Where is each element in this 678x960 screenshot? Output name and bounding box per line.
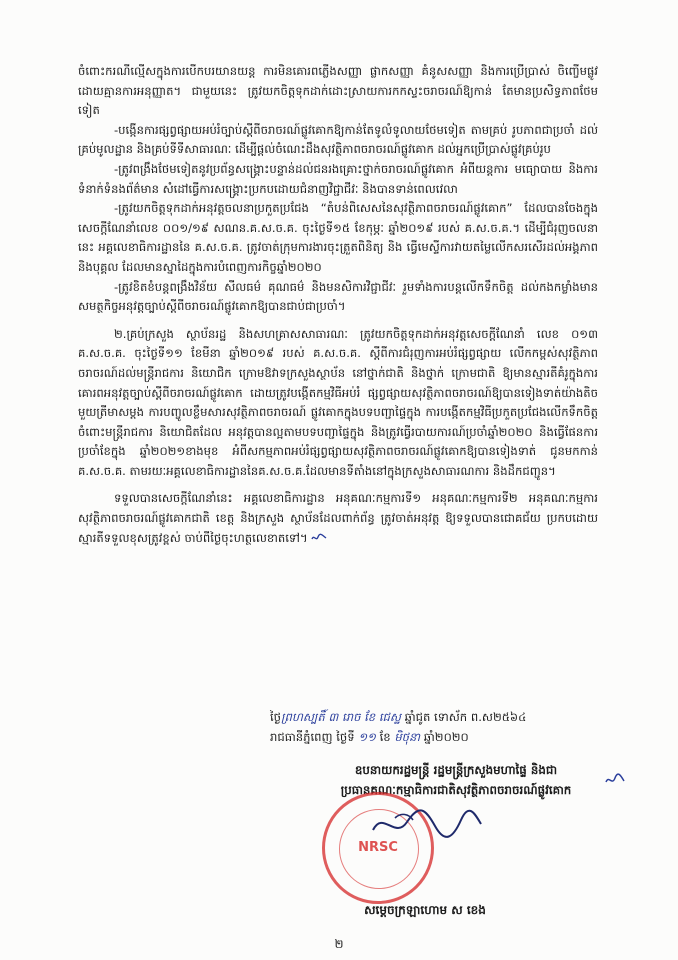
lunar-date-suffix: ឆ្នាំជូត ទោស័ក ព.ស២៥៦៤ <box>404 710 527 724</box>
paragraph-continuation: ចំពោះករណីល្មើសក្នុងការបើកបរយានយន្ត ការមិនគោរពភ្លើងសញ្ញា ផ្លាកសញ្ញា គំនូសសញ្ញា និងការប្រើប្រាស់ ចិញ្ចើមផ្លូវដោយគ្មានការអនុញ្ញាត។ ជាមួយនេះ ត្រូវយកចិត្តទុកដាក់ដោះស្រាយការកកស្ទះចរាចរណ៍ឱ្យកាន់ តែមានប្រសិទ្ធភាពថែមទៀត <box>78 64 598 118</box>
solar-date-prefix: រាជធានីភ្នំពេញ ថ្ងៃទី <box>270 730 355 744</box>
initial-mark-icon <box>311 533 327 543</box>
paragraph-bullet-special-zone: -ត្រូវយកចិត្តទុកដាក់អនុវត្តចលនាប្រកួតប្រជែង “តំបន់ពិសេសនៃសុវត្ថិភាពចរាចរណ៍ផ្លូវគោក” ដែលបានចែងក្នុងសេចក្តីណែនាំលេខ ០០១/១៩ សណន.គ.ស.ច.គ. ចុះថ្ងៃទី១៥ ខែកុម្ភៈ ឆ្នាំ២០១៩ របស់ គ.ស.ច.គ.។ ដើម្បីជំរុញចលនានេះ អគ្គលេខាធិការដ្ឋាននៃ គ.ស.ច.គ. ត្រូវចាត់ក្រុមការងារចុះត្រួតពិនិត្យ និង ធ្វើមេស្ទីការវាយតម្លៃលើកសរសើរដល់អង្គភាព និងបុគ្គល ដែលមានស្នាដៃក្នុងការបំពេញការកិច្ចឆ្នាំ២០២០ <box>78 201 598 274</box>
body-text <box>78 62 598 548</box>
margin-initial-icon <box>604 772 626 788</box>
page-number: ២ <box>334 937 344 951</box>
paragraph-bullet-dissemination: -បង្កើនការផ្សព្វផ្សាយអប់រំច្បាប់ស្តីពីចរាចរណ៍ផ្លូវគោកឱ្យកាន់តែទូលំទូលាយថែមទៀត តាមគ្រប់ រូបភាពជាប្រចាំ ដល់គ្រប់មូលដ្ឋាន និងគ្រប់ទីទីសាធារណៈ ដើម្បីផ្តល់ចំណេះដឹងសុវត្ថិភាពចរាចរណ៍ផ្លូវគោក ដល់អ្នកប្រើប្រាស់ផ្លូវគ្រប់រូប <box>78 122 598 157</box>
solar-date-line <box>270 727 600 747</box>
signer-title <box>286 760 626 800</box>
signer-title-line-1: ឧបនាយករដ្ឋមន្ត្រី រដ្ឋមន្ត្រីក្រសួងមហាផ្ទៃ និងជា <box>354 763 558 777</box>
signer-name: សម្តេចក្រឡាហោម ស ខេង <box>364 903 486 917</box>
paragraph-closing <box>78 489 598 548</box>
paragraph-section-2: ២.គ្រប់ក្រសួង ស្ថាប័នរដ្ឋ និងសហគ្រាសសាធារណៈ ត្រូវយកចិត្តទុកដាក់អនុវត្តសេចក្តីណែនាំ លេខ ០១៣ គ.ស.ច.គ. ចុះថ្ងៃទី១១ ខែមីនា ឆ្នាំ២០១៩ របស់ គ.ស.ច.គ. ស្តីពីការជំរុញការអប់រំផ្សព្វផ្សាយ លើកកម្ពស់សុវត្ថិភាពចរាចរណ៍ដល់មន្ត្រីរាជការ និយោជិក ក្រោមឱវាទក្រសួងស្ថាប័ន នៅថ្នាក់ជាតិ និងថ្នាក់ ក្រោមជាតិ ឱ្យមានស្មារតីគំរូក្នុងការគោរពអនុវត្តច្បាប់ស្តីពីចរាចរណ៍ផ្លូវគោក ដោយត្រូវបង្កើតកម្មវិធីអប់រំ ផ្សព្វផ្សាយសុវត្ថិភាពចរាចរណ៍ឱ្យបានទៀងទាត់យ៉ាងតិចមួយត្រីមាសម្តង ការបញ្ចូលខ្លឹមសារសុវត្ថិភាពចរាចរណ៍ ផ្លូវគោកក្នុងបទបញ្ជាផ្ទៃក្នុង ការបង្កើតកម្មវិធីប្រកួតប្រជែងលើកទឹកចិត្តចំពោះមន្ត្រីរាជការ និយោជិតដែល អនុវត្តបានល្អតាមបទបញ្ជាផ្ទៃក្នុង និងត្រូវធ្វើរបាយការណ៍ប្រចាំឆ្នាំ២០២០ និងធ្វើផែនការប្រចាំខែក្នុង ឆ្នាំ២០២១ខាងមុខ អំពីសកម្មភាពអប់រំផ្សព្វផ្សាយសុវត្ថិភាពចរាចរណ៍ផ្លូវគោកឱ្យបានទៀងទាត់ ជូនមកកាន់ គ.ស.ច.គ. តាមរយៈអគ្គលេខាធិការដ្ឋាននៃគ.ស.ច.គ.ដែលមានទីតាំងនៅក្នុងក្រសួងសាធារណការ និងដឹកជញ្ជូន។ <box>78 326 598 478</box>
paragraph-bullet-emergency: -ត្រូវពង្រឹងថែមទៀតនូវប្រព័ន្ធសង្គ្រោះបន្ទាន់ដល់ជនរងគ្រោះថ្នាក់ចរាចរណ៍ផ្លូវគោក អំពីយន្តការ មធ្យោបាយ និងការទំនាក់ទំនងព័ត៌មាន សំដៅធ្វើការសង្គ្រោះប្រកបដោយជំនាញវិជ្ជាជីវៈ និងបានទាន់ពេលវេលា <box>78 161 598 196</box>
paragraph-bullet-discipline: -ត្រូវខិតខំបន្តពង្រឹងវិន័យ សីលធម៌ គុណធម៌ និងមនសិការវិជ្ជាជីវៈ រួមទាំងការបន្តលើកទឹកចិត្ត ដល់កងកម្លាំងមានសមត្ថកិច្ចអនុវត្តច្បាប់ស្តីពីចរាចរណ៍ផ្លូវគោកឱ្យបានជាប់ជាប្រចាំ។ <box>78 279 598 314</box>
solar-date-day: ១១ <box>358 730 376 744</box>
signer-title-line-2: ប្រធានគណៈកម្មាធិការជាតិសុវត្ថិភាពចរាចរណ៍ផ្លូវគោក <box>340 783 572 797</box>
lunar-date-prefix: ថ្ងៃ <box>270 710 282 724</box>
lunar-date-handwritten: ព្រហស្បតិ៍ ៣ រោច ខែ ជេស្ឋ <box>281 710 405 724</box>
solar-date-month: មិថុនា <box>394 730 421 744</box>
lunar-date-line <box>270 707 600 727</box>
solar-date-year: ឆ្នាំ២០២០ <box>423 730 469 744</box>
seal-emblem: NRSC <box>358 840 398 855</box>
solar-date-month-label: ខែ <box>379 730 391 744</box>
handwritten-signature-icon <box>365 800 485 850</box>
date-block <box>270 707 600 747</box>
closing-text: ទទួលបានសេចក្តីណែនាំនេះ អគ្គលេខាធិការដ្ឋាន អនុគណៈកម្មការទី១ អនុគណៈកម្មការទី២ អនុគណៈកម្មការសុវត្ថិភាពចរាចរណ៍ផ្លូវគោកជាតិ ខេត្ត និងក្រសួង ស្ថាប័នដែលពាក់ព័ន្ធ ត្រូវចាត់អនុវត្ត ឱ្យទទួលបានជោគជ័យ ប្រកបដោយស្មារតីទទួលខុសត្រូវខ្ពស់ ចាប់ពីថ្ងៃចុះហត្ថលេខាតទៅ។ <box>78 491 598 545</box>
